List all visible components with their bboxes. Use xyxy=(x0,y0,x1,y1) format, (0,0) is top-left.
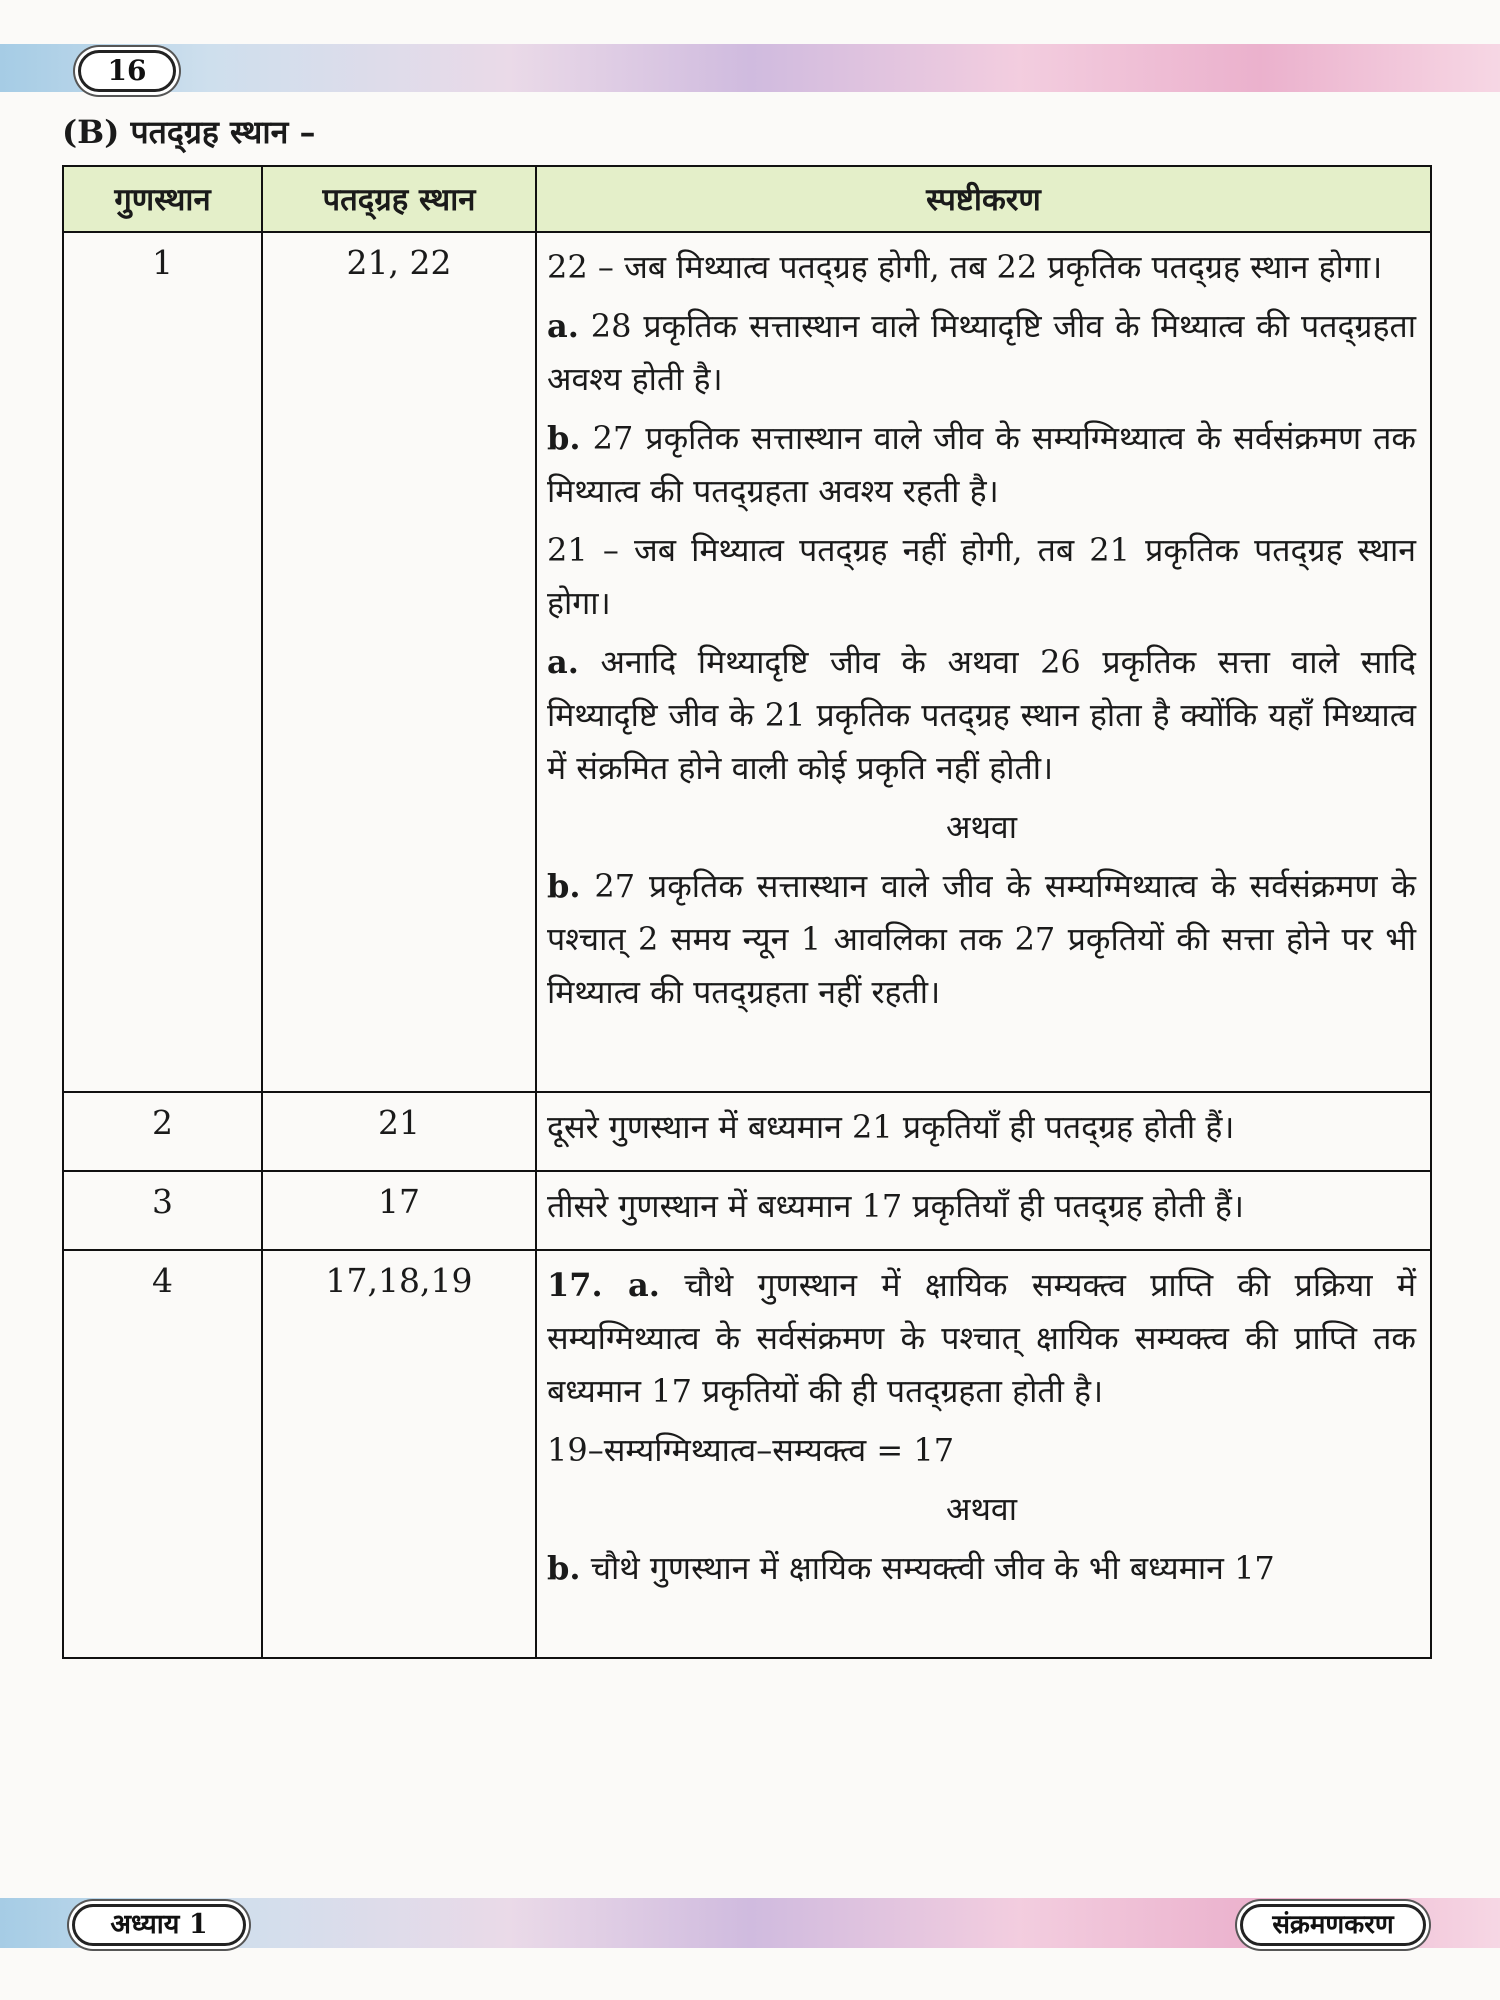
spashtikaran-cell xyxy=(536,1092,1431,1171)
explanation-paragraph xyxy=(547,1259,1416,1418)
section-heading: (B) पतद्ग्रह स्थान – xyxy=(62,113,316,151)
explanation-paragraph xyxy=(547,1424,1416,1477)
patadgraha-sthan-cell: 21, 22 xyxy=(262,232,536,1092)
explanation-paragraph xyxy=(547,636,1416,795)
paragraph-label: a. xyxy=(547,307,579,345)
paragraph-label: b. xyxy=(547,419,581,457)
explanation-paragraph xyxy=(547,1101,1416,1154)
header-gunasthan: गुणस्थान xyxy=(63,166,262,232)
patadgraha-table xyxy=(62,165,1432,1659)
paragraph-text: 22 – जब मिथ्यात्व पतद्ग्रह होगी, तब 22 प्रकृतिक पतद्ग्रह स्थान होगा। xyxy=(547,248,1383,286)
spashtikaran-cell xyxy=(536,1250,1431,1658)
explanation-paragraph xyxy=(547,1180,1416,1233)
explanation-paragraph xyxy=(547,801,1416,854)
chapter-label: अध्याय 1 xyxy=(72,1904,246,1946)
patadgraha-sthan-cell: 17,18,19 xyxy=(262,1250,536,1658)
table-row xyxy=(63,1250,1431,1658)
paragraph-text: अथवा xyxy=(946,1490,1017,1528)
explanation-paragraph xyxy=(547,524,1416,630)
table-row xyxy=(63,1092,1431,1171)
explanation-paragraph xyxy=(547,300,1416,406)
paragraph-label: 17. a. xyxy=(547,1266,660,1304)
paragraph-label: b. xyxy=(547,867,581,905)
header-patadgraha-sthan: पतद्ग्रह स्थान xyxy=(262,166,536,232)
patadgraha-sthan-cell: 21 xyxy=(262,1092,536,1171)
paragraph-text: 21 – जब मिथ्यात्व पतद्ग्रह नहीं होगी, तब 21 प्रकृतिक पतद्ग्रह स्थान होगा। xyxy=(547,531,1416,622)
paragraph-text: अनादि मिथ्यादृष्टि जीव के अथवा 26 प्रकृतिक सत्ता वाले सादि मिथ्यादृष्टि जीव के 21 प्रकृतिक पतद्ग्रह स्थान होता है क्योंकि यहाँ मिथ्यात्व में संक्रमित होने वाली कोई प्रकृति नहीं होती। xyxy=(547,643,1416,787)
explanation-paragraph xyxy=(547,412,1416,518)
table-row xyxy=(63,1171,1431,1250)
paragraph-label: a. xyxy=(547,643,579,681)
paragraph-text: 27 प्रकृतिक सत्तास्थान वाले जीव के सम्यग्मिथ्यात्व के सर्वसंक्रमण के पश्चात् 2 समय न्यून 1 आवलिका तक 27 प्रकृतियों की सत्ता होने पर भी मिथ्यात्व की पतद्ग्रहता नहीं रहती। xyxy=(547,867,1417,1011)
page-number: 16 xyxy=(78,50,176,92)
gunasthan-cell: 2 xyxy=(63,1092,262,1171)
paragraph-text: 28 प्रकृतिक सत्तास्थान वाले मिथ्यादृष्टि जीव के मिथ्यात्व की पतद्ग्रहता अवश्य होती है। xyxy=(547,307,1417,398)
table-header-row xyxy=(63,166,1431,232)
paragraph-text: अथवा xyxy=(946,808,1017,846)
paragraph-text: चौथे गुणस्थान में क्षायिक सम्यक्त्व प्राप्ति की प्रक्रिया में सम्यग्मिथ्यात्व के सर्वसंक्रमण के पश्चात् क्षायिक सम्यक्त्व की प्राप्ति तक बध्यमान 17 प्रकृतियों की ही पतद्ग्रहता होती है। xyxy=(547,1266,1417,1410)
explanation-paragraph xyxy=(547,1483,1416,1536)
gunasthan-cell: 1 xyxy=(63,232,262,1092)
paragraph-label: b. xyxy=(547,1549,581,1587)
explanation-paragraph xyxy=(547,1542,1416,1595)
paragraph-text: तीसरे गुणस्थान में बध्यमान 17 प्रकृतियाँ ही पतद्ग्रह होती हैं। xyxy=(547,1187,1244,1225)
paragraph-text: दूसरे गुणस्थान में बध्यमान 21 प्रकृतियाँ ही पतद्ग्रह होती हैं। xyxy=(547,1108,1235,1146)
topic-label: संक्रमणकरण xyxy=(1240,1904,1426,1946)
explanation-paragraph xyxy=(547,860,1416,1019)
gunasthan-cell: 4 xyxy=(63,1250,262,1658)
explanation-paragraph xyxy=(547,241,1416,294)
header-spashtikaran: स्पष्टीकरण xyxy=(536,166,1431,232)
spashtikaran-cell xyxy=(536,232,1431,1092)
table-row xyxy=(63,232,1431,1092)
gunasthan-cell: 3 xyxy=(63,1171,262,1250)
paragraph-text: 19–सम्यग्मिथ्यात्व–सम्यक्त्व = 17 xyxy=(547,1431,955,1469)
paragraph-text: 27 प्रकृतिक सत्तास्थान वाले जीव के सम्यग्मिथ्यात्व के सर्वसंक्रमण तक मिथ्यात्व की पतद्ग्रहता अवश्य रहती है। xyxy=(547,419,1416,510)
spashtikaran-cell xyxy=(536,1171,1431,1250)
paragraph-text: चौथे गुणस्थान में क्षायिक सम्यक्त्वी जीव के भी बध्यमान 17 xyxy=(590,1549,1275,1587)
header-band xyxy=(0,44,1500,92)
patadgraha-sthan-cell: 17 xyxy=(262,1171,536,1250)
